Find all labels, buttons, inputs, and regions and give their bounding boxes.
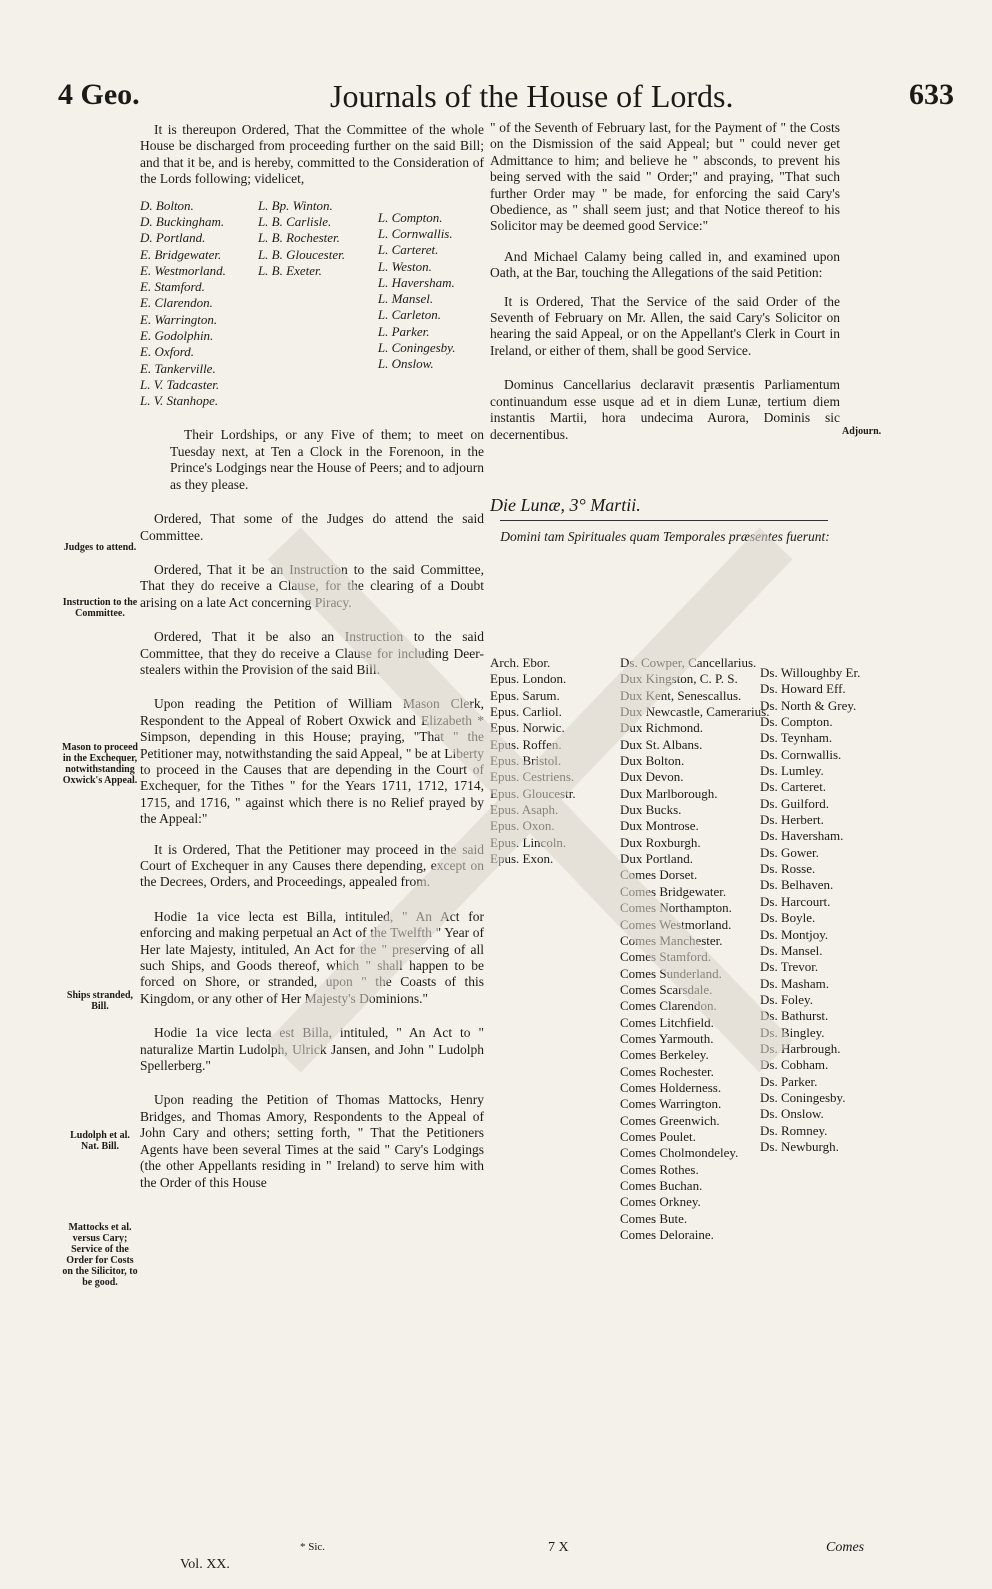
name-entry: E. Bridgewater. [140, 246, 222, 262]
name-entry: Ds. North & Grey. [760, 697, 857, 713]
name-entry: L. Onslow. [377, 356, 434, 372]
name-entry: E. Clarendon. [140, 295, 213, 311]
committee-meeting-paragraph: Their Lordships, or any Five of them; to meet on Tuesday next, at Ten a Clock in the Forenoon, in the Prince's Lodgings near the House of Peers; and to adjourn as they please. [170, 427, 484, 492]
name-entry: E. Tankerville. [140, 360, 216, 376]
name-entry: Ds. Compton. [760, 714, 833, 730]
name-entry: D. Portland. [140, 230, 206, 246]
name-entry: L. B. Gloucester. [257, 246, 345, 262]
name-entry: Ds. Harcourt. [760, 893, 831, 909]
name-entry: Ds. Cornwallis. [760, 746, 842, 762]
margin-note-instruction: Instruction to the Committee. [62, 597, 138, 619]
deer-stealers-instruction-paragraph: Ordered, That it be also an Instruction to the said Committee, that they do receive a Clause for including Deer-stealers within the Provision of the said Bill. [140, 629, 484, 677]
name-entry: Comes Litchfield. [620, 1014, 714, 1030]
calamy-examined-paragraph: And Michael Calamy being called in, and examined upon Oath, at the Bar, touching the Allegations of the said Petition: [490, 248, 840, 281]
name-entry: Ds. Montjoy. [760, 926, 829, 942]
name-entry: Ds. Rosse. [760, 861, 816, 877]
catchword: Comes [826, 1540, 865, 1555]
name-entry: Epus. Cestriens. [490, 769, 575, 785]
committee-list-col3 [378, 210, 484, 410]
name-entry: Ds. Newburgh. [760, 1138, 839, 1154]
name-entry: L. Weston. [377, 258, 432, 274]
name-entry: Comes Rothes. [620, 1161, 699, 1177]
name-entry: Comes Warrington. [620, 1096, 722, 1112]
ships-bill-paragraph: Hodie 1a vice lecta est Billa, intituled, " An Act for enforcing and making perpetual an Act of the Twelfth " Year of Her late Majesty, intituled, An Act for the " preserving of all such Ships, and Goods thereof, which " shall happen to be forced on Shore, or stranded, upon " the Coasts of this Kingdom, or any other of Her Majesty's Dominions." [140, 908, 484, 1006]
margin-note-judges: Judges to attend. [63, 542, 137, 553]
name-entry: Ds. Foley. [760, 991, 813, 1007]
name-entry: Ds. Parker. [760, 1073, 818, 1089]
adjournment-paragraph: Dominus Cancellarius declaravit præsentis Parliamentum continuandum esse usque ad et in diem Lunæ, tertium diem instantis Martii, hora undecima Aurora, Dominis sic decernentibus. [490, 377, 840, 442]
margin-note-mattocks: Mattocks et al. versus Cary; Service of the Order for Costs on the Silicitor, to be good. [62, 1222, 138, 1288]
name-entry: Comes Rochester. [620, 1063, 714, 1079]
name-entry: Ds. Herbert. [760, 812, 824, 828]
name-entry: Comes Sunderland. [620, 965, 722, 981]
watermark-stamp-icon [260, 520, 800, 1080]
name-entry: Comes Holderness. [620, 1079, 722, 1095]
name-entry: Dux Newcastle, Camerarius. [620, 704, 770, 720]
name-entry: Dux Devon. [620, 769, 684, 785]
name-entry: Comes Bute. [620, 1210, 688, 1226]
name-entry: L. B. Rochester. [257, 230, 340, 246]
name-entry: Ds. Onslow. [760, 1106, 824, 1122]
name-entry: Ds. Willoughby Er. [760, 665, 861, 680]
name-entry: L. Coningesby. [377, 340, 456, 355]
name-entry: Epus. Asaph. [490, 802, 559, 818]
name-entry: Arch. Ebor. [490, 655, 551, 670]
name-entry: Comes Berkeley. [620, 1047, 709, 1063]
footer-signature: 7 X [548, 1540, 569, 1555]
name-entry: Epus. Exon. [490, 851, 554, 867]
name-entry: Ds. Belhaven. [760, 877, 834, 893]
name-entry: L. Haversham. [377, 274, 455, 290]
name-entry: Dux Bucks. [620, 802, 682, 818]
name-entry: Comes Scarsdale. [620, 981, 713, 997]
margin-note-adjourn: Adjourn. [842, 426, 882, 437]
judges-order-paragraph: Ordered, That some of the Judges do attend the said Committee. [140, 511, 484, 543]
name-entry: Comes Stamford. [620, 949, 711, 965]
mattocks-petition-paragraph: Upon reading the Petition of Thomas Mattocks, Henry Bridges, and Thomas Amory, Respondents to the Appeal of John Cary and others; setting forth, " That the Petitioners Agents have been several Times at the said " Cary's Lodgings (the other Appellants residing in " Ireland) to serve him with the Order of this House [140, 1092, 484, 1190]
name-entry: Comes Manchester. [620, 932, 723, 948]
name-entry: Dux Kent, Senescallus. [620, 687, 742, 703]
name-entry: Dux Kingston, C. P. S. [620, 671, 738, 687]
name-entry: E. Oxford. [140, 344, 195, 360]
name-entry: Epus. Roffen. [490, 736, 562, 752]
name-entry: Ds. Harbrough. [760, 1040, 841, 1056]
name-entry: L. Cornwallis. [377, 225, 453, 241]
name-entry: Comes Northampton. [620, 900, 732, 916]
name-entry: Dux Marlborough. [620, 785, 718, 801]
name-entry: Dux St. Albans. [620, 736, 703, 752]
name-entry: L. V. Stanhope. [140, 393, 219, 409]
name-entry: Ds. Bathurst. [760, 1008, 829, 1024]
name-entry: L. Compton. [377, 209, 443, 225]
name-entry: Ds. Masham. [760, 975, 829, 991]
name-entry: Ds. Gower. [760, 844, 819, 860]
name-entry: Comes Greenwich. [620, 1112, 720, 1128]
name-entry: Epus. London. [490, 671, 567, 687]
service-order-paragraph: It is Ordered, That the Service of the said Order of the Seventh of February on Mr. Allen, the said Cary's Solicitor on hearing the said Appeal, or on the Appellant's Clerk in Court in Ireland, or either of them, shall be good Service. [490, 293, 840, 358]
name-entry: Epus. Lincoln. [490, 834, 567, 850]
name-entry: Ds. Bingley. [760, 1024, 825, 1040]
name-entry: L. B. Exeter. [257, 262, 322, 278]
name-entry: Epus. Oxon. [490, 818, 555, 834]
committee-list-col1 [140, 198, 252, 410]
header-page-number: 633 [909, 78, 954, 111]
name-entry: E. Stamford. [140, 279, 205, 295]
name-entry: Dux Montrose. [620, 818, 699, 834]
name-entry: Epus. Sarum. [490, 687, 560, 703]
name-entry: Dux Bolton. [620, 753, 685, 769]
header-title: Journals of the House of Lords. [330, 78, 734, 114]
margin-note-ships: Ships stranded, Bill. [66, 990, 134, 1012]
name-entry: L. Carteret. [377, 242, 439, 258]
committee-list [140, 198, 484, 410]
mason-petition-paragraph: Upon reading the Petition of William Mason Clerk, Respondent to the Appeal of Robert Oxwick and Elizabeth * Simpson, depending in this House; praying, "That " the Petitioner may, notwithstanding the said Appeal, " be at Liberty to proceed in the Causes that are depending in the Court of Exchequer, for the Tithes " for the Years 1711, 1712, 1714, 1715, and 1716, " against which there is no Relief prayed by the Appeal:" [140, 696, 484, 827]
name-entry: Comes Poulet. [620, 1128, 696, 1144]
name-entry: L. V. Tadcaster. [140, 376, 220, 392]
name-entry: D. Bolton. [140, 197, 194, 213]
name-entry: L. Bp. Winton. [257, 197, 333, 213]
name-entry: Ds. Guilford. [760, 795, 829, 811]
name-entry: L. B. Carlisle. [257, 213, 332, 229]
name-entry: Epus. Bristol. [490, 753, 562, 769]
name-entry: Epus. Gloucestr. [490, 785, 576, 801]
name-entry: Comes Yarmouth. [620, 1030, 714, 1046]
lords-present-heading: Domini tam Spirituales quam Temporales præsentes fuerunt: [500, 529, 830, 545]
name-entry: Epus. Norwic. [490, 720, 565, 736]
name-entry: Comes Clarendon. [620, 998, 717, 1014]
name-entry: Comes Cholmondeley. [620, 1145, 739, 1161]
sitting-date-heading: Die Lunæ, 3° Martii. [490, 494, 641, 515]
ludolph-bill-paragraph: Hodie 1a vice lecta est Billa, intituled, " An Act to " naturalize Martin Ludolph, Ulrick Jansen, and John " Ludolph Spellerberg." [140, 1025, 484, 1074]
margin-note-mason: Mason to proceed in the Exchequer, notwithstanding Oxwick's Appeal. [62, 742, 138, 786]
name-entry: Ds. Carteret. [760, 779, 827, 795]
name-entry: Ds. Mansel. [760, 942, 823, 958]
right-column [490, 120, 840, 546]
name-entry: Comes Westmorland. [620, 916, 732, 932]
committee-order-paragraph: It is thereupon Ordered, That the Committee of the whole House be discharged from proceeding further on the said Bill; and that it be, and is hereby, committed to the Consideration of the Lords following; videlicet, [140, 122, 484, 187]
name-entry: Ds. Coningesby. [760, 1089, 846, 1105]
name-entry: L. Parker. [377, 323, 430, 339]
name-entry: Dux Richmond. [620, 720, 704, 736]
name-entry: E. Westmorland. [140, 262, 226, 278]
name-entry: Ds. Teynham. [760, 730, 833, 746]
name-entry: Dux Roxburgh. [620, 834, 701, 850]
name-entry: Comes Deloraine. [620, 1227, 714, 1243]
name-entry: L. Carleton. [377, 307, 442, 323]
name-entry: E. Godolphin. [140, 328, 214, 343]
name-entry: Ds. Lumley. [760, 763, 824, 779]
name-entry: Ds. Cowper, Cancellarius. [620, 655, 757, 670]
mason-order-paragraph: It is Ordered, That the Petitioner may proceed in the said Court of Exchequer in any Causes there depending, except on the Decrees, Orders, and Proceedings, appealed from. [140, 841, 484, 890]
name-entry: Ds. Romney. [760, 1122, 828, 1138]
name-entry: Comes Bridgewater. [620, 883, 727, 899]
name-entry: Comes Dorset. [620, 867, 698, 883]
name-entry: Dux Portland. [620, 851, 693, 867]
piracy-instruction-paragraph: Ordered, That it be an Instruction to the said Committee, That they do receive a Clause, for the clearing of a Doubt arising on a late Act concerning Piracy. [140, 561, 484, 610]
footer-volume: Vol. XX. [180, 1557, 230, 1572]
name-entry: Comes Orkney. [620, 1194, 701, 1210]
name-entry: E. Warrington. [140, 311, 218, 327]
name-entry: Ds. Cobham. [760, 1057, 829, 1073]
name-entry: Ds. Trevor. [760, 959, 819, 975]
name-entry: Comes Buchan. [620, 1178, 703, 1193]
header-regnal-year: 4 Geo. [58, 78, 140, 111]
name-entry: D. Buckingham. [140, 213, 225, 229]
name-entry: Ds. Boyle. [760, 910, 816, 926]
committee-list-col2 [258, 198, 372, 410]
footnote: * Sic. [300, 1541, 326, 1553]
name-entry: Ds. Haversham. [760, 828, 844, 844]
name-entry: Ds. Howard Eff. [760, 681, 846, 697]
petition-continuation-paragraph: " of the Seventh of February last, for the Payment of " the Costs on the Dismission of the said Appeal; but " could never get Admittance to him; and believe he " absconds, to prevent his being served with the said " Order;" and praying, "That such further Order may " be made, for enforcing the said Cary's Obedience, as " shall seem just; and that Notice thereof to his Solicitor may be deemed good Service:" [490, 120, 840, 234]
name-entry: Epus. Carliol. [490, 704, 562, 720]
margin-note-ludolph: Ludolph et al. Nat. Bill. [70, 1130, 130, 1152]
name-entry: L. Mansel. [377, 291, 434, 307]
